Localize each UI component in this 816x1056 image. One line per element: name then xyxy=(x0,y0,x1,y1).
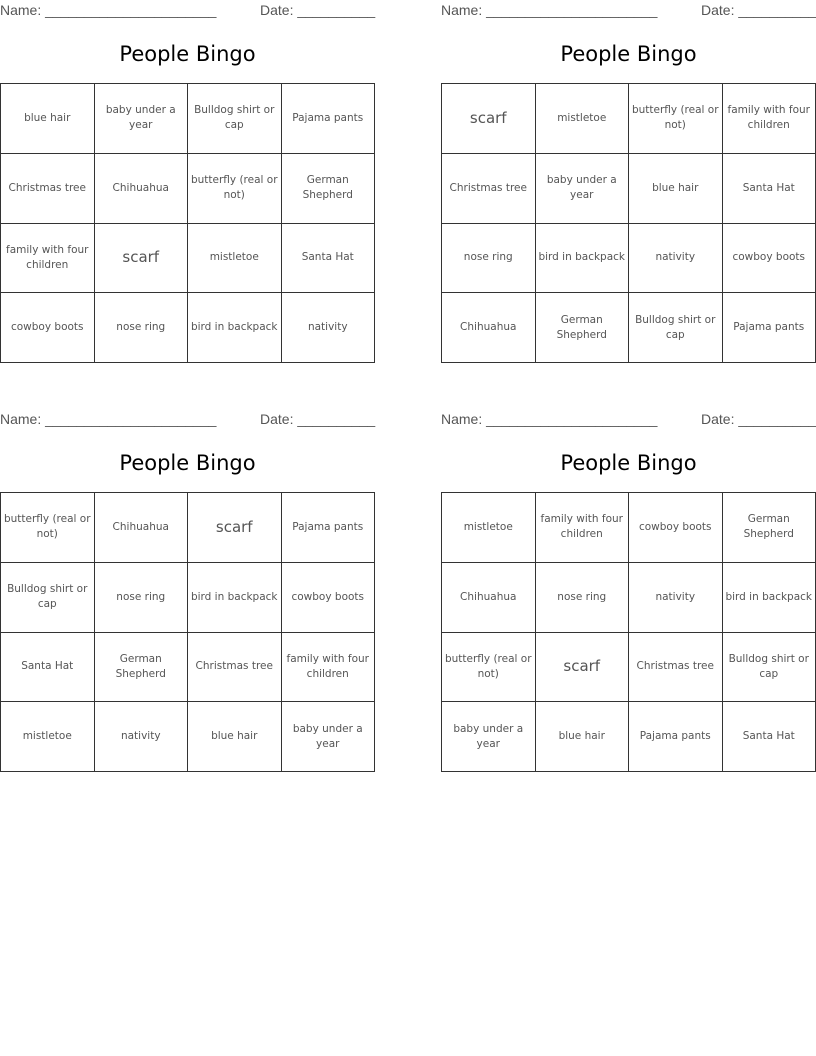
bingo-grid xyxy=(441,83,816,363)
bingo-cell: blue hair xyxy=(629,154,723,224)
name-line: Name: ______________________ xyxy=(0,2,217,18)
bingo-cell: blue hair xyxy=(536,702,630,772)
bingo-grid xyxy=(0,83,375,363)
bingo-cell: mistletoe xyxy=(1,702,95,772)
bingo-cell: German Shepherd xyxy=(95,633,189,703)
card-header xyxy=(441,2,816,20)
name-line: Name: ______________________ xyxy=(0,411,217,427)
bingo-cell: baby under a year xyxy=(442,702,536,772)
bingo-cell: nativity xyxy=(282,293,376,363)
date-line: Date: __________ xyxy=(260,411,376,427)
bingo-cell: nativity xyxy=(95,702,189,772)
bingo-cell: Christmas tree xyxy=(629,633,723,703)
bingo-card-2 xyxy=(441,0,816,370)
bingo-cell: nativity xyxy=(629,224,723,294)
bingo-cell: butterfly (real or not) xyxy=(442,633,536,703)
card-header xyxy=(441,411,816,429)
bingo-cell: mistletoe xyxy=(536,84,630,154)
bingo-cell: bird in backpack xyxy=(723,563,816,633)
bingo-cell: Pajama pants xyxy=(723,293,816,363)
bingo-cell: family with four children xyxy=(536,493,630,563)
card-title: People Bingo xyxy=(560,42,697,66)
name-line: Name: ______________________ xyxy=(441,2,658,18)
bingo-cell: Chihuahua xyxy=(442,563,536,633)
bingo-cell: bird in backpack xyxy=(188,293,282,363)
bingo-cell: scarf xyxy=(188,493,282,563)
bingo-cell: nativity xyxy=(629,563,723,633)
card-header xyxy=(0,2,375,20)
bingo-cell: cowboy boots xyxy=(629,493,723,563)
bingo-cell: cowboy boots xyxy=(723,224,816,294)
bingo-cell: Chihuahua xyxy=(95,493,189,563)
bingo-cell: Pajama pants xyxy=(629,702,723,772)
bingo-cell: baby under a year xyxy=(95,84,189,154)
card-title: People Bingo xyxy=(560,451,697,475)
bingo-cell: blue hair xyxy=(1,84,95,154)
date-line: Date: __________ xyxy=(701,411,816,427)
bingo-cell: baby under a year xyxy=(282,702,376,772)
bingo-cell: bird in backpack xyxy=(188,563,282,633)
bingo-cell: German Shepherd xyxy=(536,293,630,363)
bingo-cell: family with four children xyxy=(282,633,376,703)
bingo-cell: Christmas tree xyxy=(188,633,282,703)
bingo-cell: mistletoe xyxy=(188,224,282,294)
bingo-cell: scarf xyxy=(442,84,536,154)
bingo-cell: German Shepherd xyxy=(282,154,376,224)
bingo-cell: scarf xyxy=(536,633,630,703)
bingo-cell: Christmas tree xyxy=(1,154,95,224)
bingo-cell: baby under a year xyxy=(536,154,630,224)
bingo-cell: Chihuahua xyxy=(442,293,536,363)
bingo-card-4 xyxy=(441,409,816,779)
bingo-cell: Bulldog shirt or cap xyxy=(629,293,723,363)
card-header xyxy=(0,411,375,429)
bingo-cell: Santa Hat xyxy=(723,702,816,772)
date-line: Date: __________ xyxy=(260,2,376,18)
name-line: Name: ______________________ xyxy=(441,411,658,427)
bingo-cell: Santa Hat xyxy=(723,154,816,224)
bingo-cell: butterfly (real or not) xyxy=(1,493,95,563)
bingo-cell: blue hair xyxy=(188,702,282,772)
bingo-cell: bird in backpack xyxy=(536,224,630,294)
bingo-card-1 xyxy=(0,0,375,370)
bingo-card-3 xyxy=(0,409,375,779)
bingo-cell: Bulldog shirt or cap xyxy=(188,84,282,154)
bingo-cell: nose ring xyxy=(95,293,189,363)
card-title: People Bingo xyxy=(119,451,256,475)
bingo-cell: Chihuahua xyxy=(95,154,189,224)
bingo-cell: nose ring xyxy=(536,563,630,633)
bingo-cell: nose ring xyxy=(95,563,189,633)
bingo-cell: butterfly (real or not) xyxy=(188,154,282,224)
bingo-cell: Santa Hat xyxy=(1,633,95,703)
bingo-cell: Bulldog shirt or cap xyxy=(1,563,95,633)
bingo-cell: butterfly (real or not) xyxy=(629,84,723,154)
bingo-grid xyxy=(441,492,816,772)
bingo-cell: family with four children xyxy=(723,84,816,154)
bingo-cell: Santa Hat xyxy=(282,224,376,294)
bingo-cell: family with four children xyxy=(1,224,95,294)
bingo-cell: cowboy boots xyxy=(282,563,376,633)
card-title: People Bingo xyxy=(119,42,256,66)
bingo-cell: Christmas tree xyxy=(442,154,536,224)
bingo-cell: Bulldog shirt or cap xyxy=(723,633,816,703)
date-line: Date: __________ xyxy=(701,2,816,18)
bingo-cell: mistletoe xyxy=(442,493,536,563)
bingo-cell: Pajama pants xyxy=(282,493,376,563)
bingo-grid xyxy=(0,492,375,772)
bingo-cell: nose ring xyxy=(442,224,536,294)
bingo-cell: German Shepherd xyxy=(723,493,816,563)
bingo-cell: cowboy boots xyxy=(1,293,95,363)
bingo-cell: scarf xyxy=(95,224,189,294)
bingo-cell: Pajama pants xyxy=(282,84,376,154)
